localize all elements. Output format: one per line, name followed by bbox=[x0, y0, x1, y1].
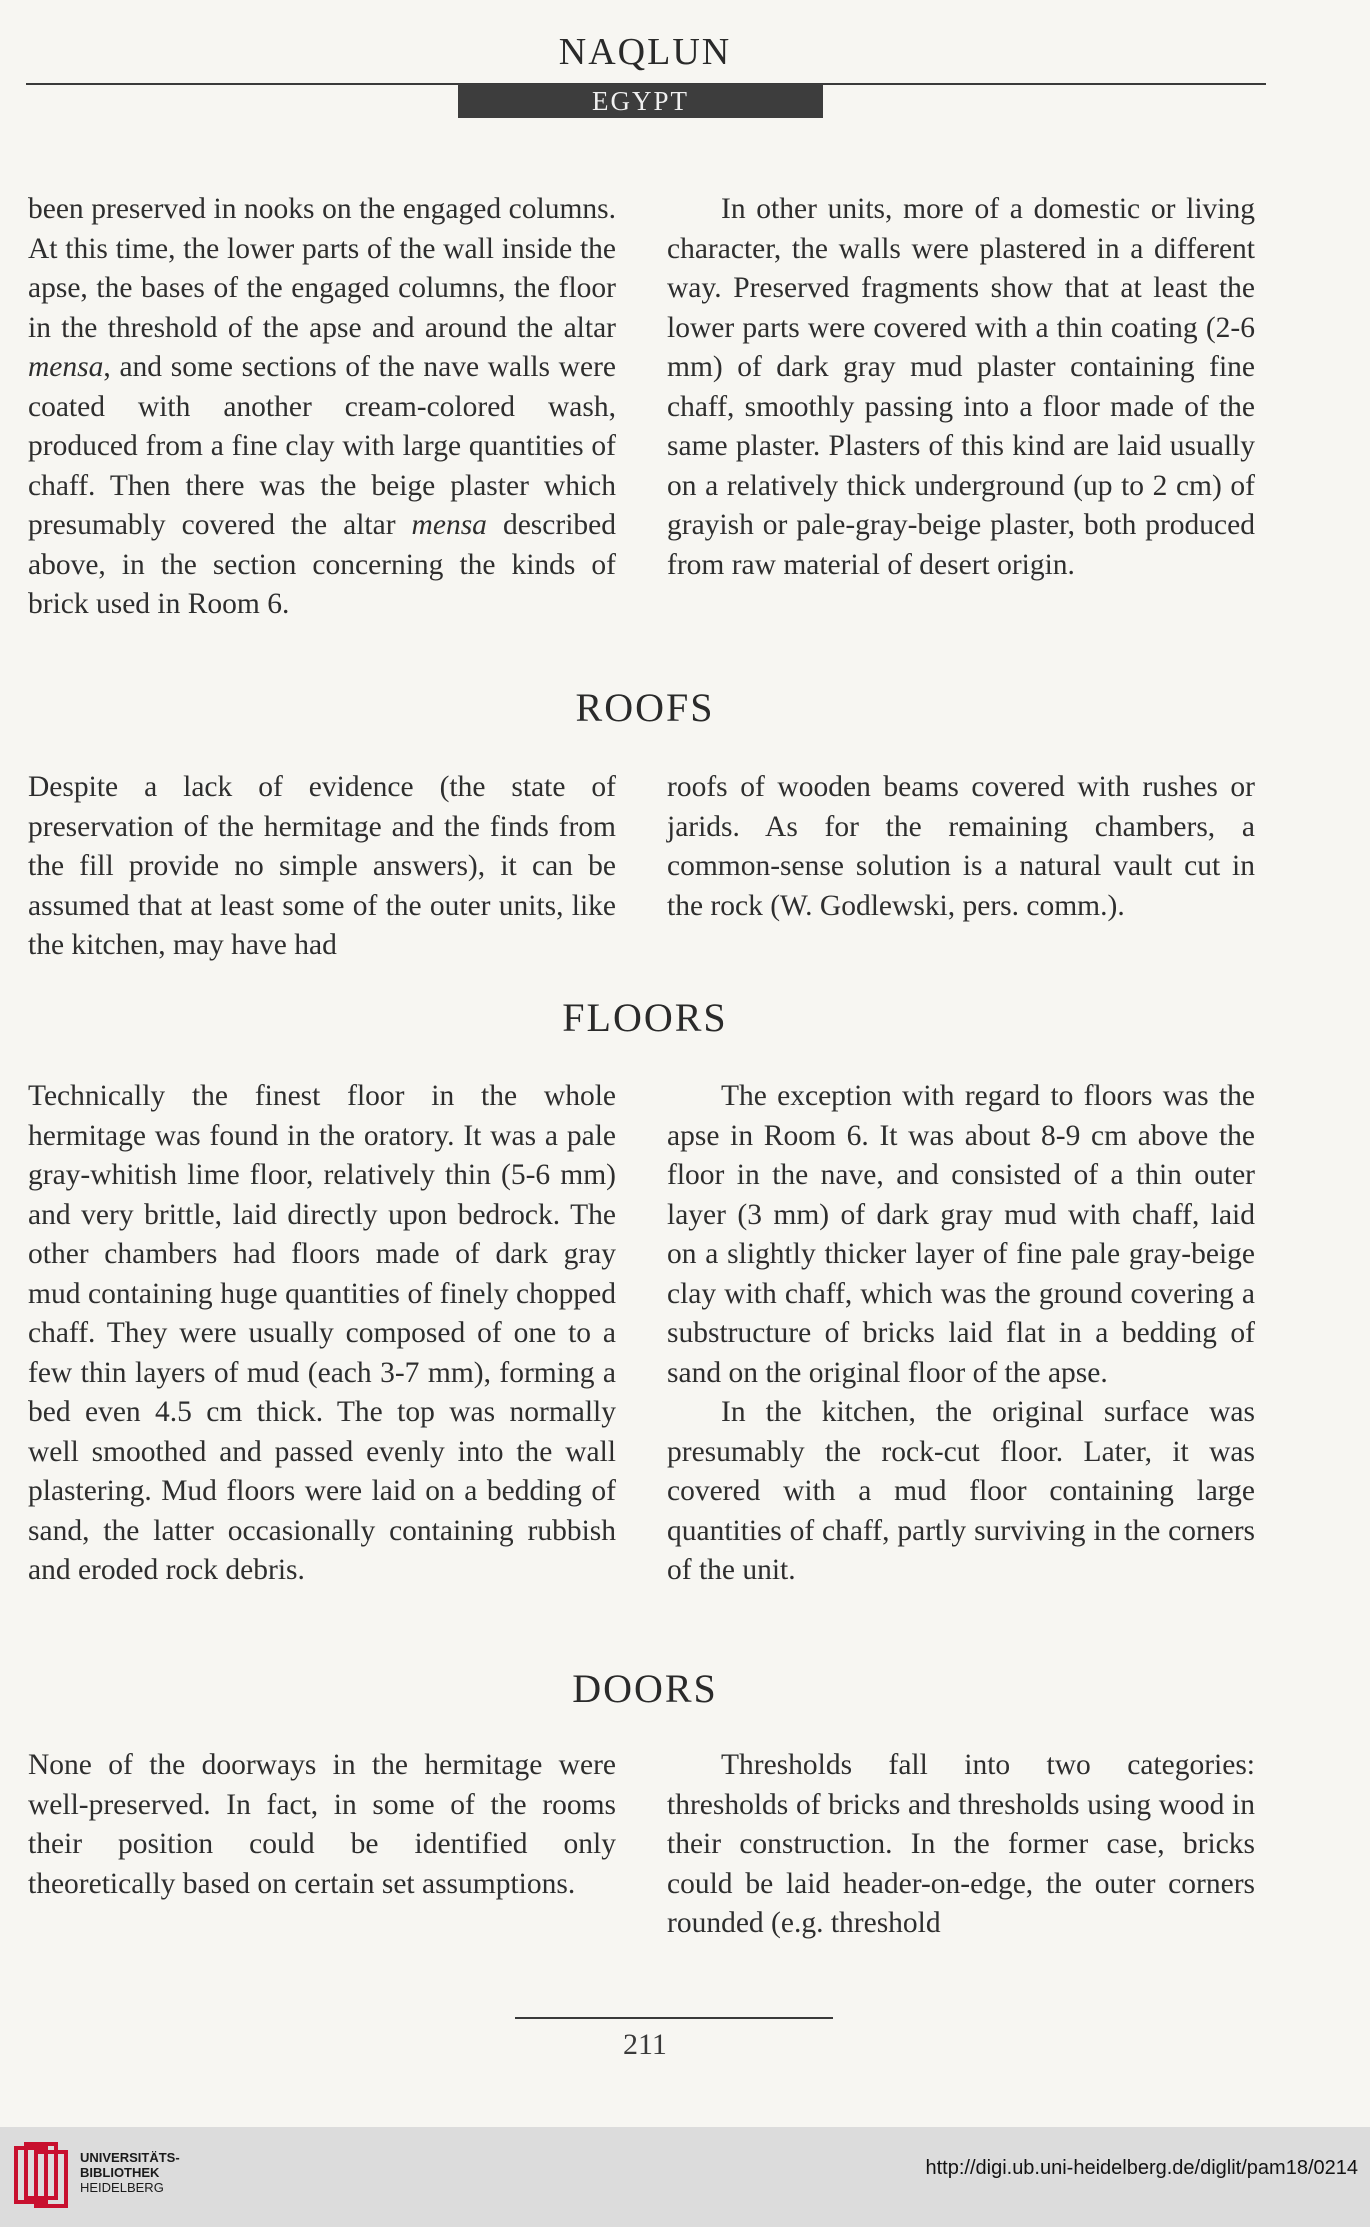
right-column-roofs bbox=[667, 768, 1255, 926]
paragraph: been preserved in nooks on the engaged columns. At this time, the lower parts of the wall inside the apse, the bases of the engaged columns, the floor in the threshold of the apse and around the altar mensa, and some sections of the nave walls were coated with another cream-colored wash, produced from a fine clay with large quantities of chaff. Then there was the beige plaster which presumably covered the altar mensa described above, in the section concerning the kinds of brick used in Room 6. bbox=[28, 193, 616, 620]
library-name: UNIVERSITÄTS- BIBLIOTHEK HEIDELBERG bbox=[80, 2150, 180, 2195]
page-number: 211 bbox=[623, 2028, 667, 2061]
left-column-intro bbox=[28, 190, 616, 625]
library-logo-icon bbox=[12, 2140, 72, 2210]
running-title: NAQLUN bbox=[558, 31, 732, 73]
right-column-intro bbox=[667, 190, 1255, 585]
right-column-floors bbox=[667, 1077, 1255, 1591]
section-heading-floors: FLOORS bbox=[562, 995, 728, 1040]
right-column-doors bbox=[667, 1746, 1255, 1944]
section-heading-doors: DOORS bbox=[572, 1666, 718, 1711]
paragraph: Thresholds fall into two categories: thresholds of bricks and thresholds using wood in their construction. In the former case, bricks could be laid header-on-edge, the outer corners rounded (e.g. threshold bbox=[667, 1749, 1255, 1939]
paragraph: roofs of wooden beams covered with rushes or jarids. As for the remaining chambers, a common-sense solution is a natural vault cut in the rock (W. Godlewski, pers. comm.). bbox=[667, 771, 1255, 922]
left-column-floors bbox=[28, 1077, 616, 1591]
left-column-roofs bbox=[28, 768, 616, 966]
paragraph: None of the doorways in the hermitage were well-preserved. In fact, in some of the rooms their position could be identified only theoretically based on certain set assumptions. bbox=[28, 1749, 616, 1900]
footer-rule bbox=[515, 2017, 833, 2019]
source-url-link[interactable]: http://digi.ub.uni-heidelberg.de/diglit/pam18/0214 bbox=[925, 2157, 1358, 2179]
paragraph: In the kitchen, the original surface was presumably the rock-cut floor. Later, it was covered with a mud floor containing large quantities of chaff, partly surviving in the corners of the unit. bbox=[667, 1396, 1255, 1586]
paragraph: In other units, more of a domestic or living character, the walls were plastered in a different way. Preserved fragments show that at least the lower parts were covered with a thin coating (2-6 mm) of dark gray mud plaster containing fine chaff, smoothly passing into a floor made of the same plaster. Plasters of this kind are laid usually on a relatively thick underground (up to 2 cm) of grayish or pale-gray-beige plaster, both produced from raw material of desert origin. bbox=[667, 193, 1255, 581]
paragraph: Technically the finest floor in the whole hermitage was found in the oratory. It was a pale gray-whitish lime floor, relatively thin (5-6 mm) and very brittle, laid directly upon bedrock. The other chambers had floors made of dark gray mud containing huge quantities of finely chopped chaff. They were usually composed of one to a few thin layers of mud (each 3-7 mm), forming a bed even 4.5 cm thick. The top was normally well smoothed and passed evenly into the wall plastering. Mud floors were laid on a bedding of sand, the latter occasionally containing rubbish and eroded rock debris. bbox=[28, 1080, 616, 1586]
left-column-doors bbox=[28, 1746, 616, 1904]
section-heading-roofs: ROOFS bbox=[575, 685, 715, 730]
country-band: EGYPT bbox=[458, 84, 823, 118]
paragraph: Despite a lack of evidence (the state of preservation of the hermitage and the finds from the fill provide no simple answers), it can be assumed that at least some of the outer units, like the kitchen, may have had bbox=[28, 771, 616, 961]
paragraph: The exception with regard to floors was the apse in Room 6. It was about 8-9 cm above the floor in the nave, and consisted of a thin outer layer (3 mm) of dark gray mud with chaff, laid on a slightly thicker layer of fine pale gray-beige clay with chaff, which was the ground covering a substructure of bricks laid flat in a bedding of sand on the original floor of the apse. bbox=[667, 1080, 1255, 1389]
